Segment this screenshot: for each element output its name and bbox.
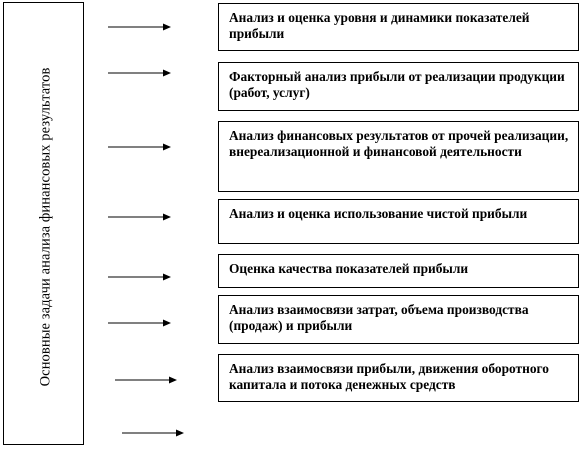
task-box-3: Анализ финансовых результатов от прочей реализации, внереализационной и финансовой деятельности <box>218 121 579 192</box>
task-box-1: Анализ и оценка уровня и динамики показателей прибыли <box>218 3 579 51</box>
task-box-2: Факторный анализ прибыли от реализации продукции (работ, услуг) <box>218 62 579 111</box>
task-box-4: Анализ и оценка использование чистой прибыли <box>218 199 579 244</box>
task-box-7: Анализ взаимосвязи прибыли, движения оборотного капитала и потока денежных средств <box>218 354 579 402</box>
task-box-5: Оценка качества показателей прибыли <box>218 254 579 288</box>
task-box-6: Анализ взаимосвязи затрат, объема производства (продаж) и прибыли <box>218 295 579 344</box>
main-category-label: Основные задачи анализа финансовых результатов <box>37 67 54 387</box>
